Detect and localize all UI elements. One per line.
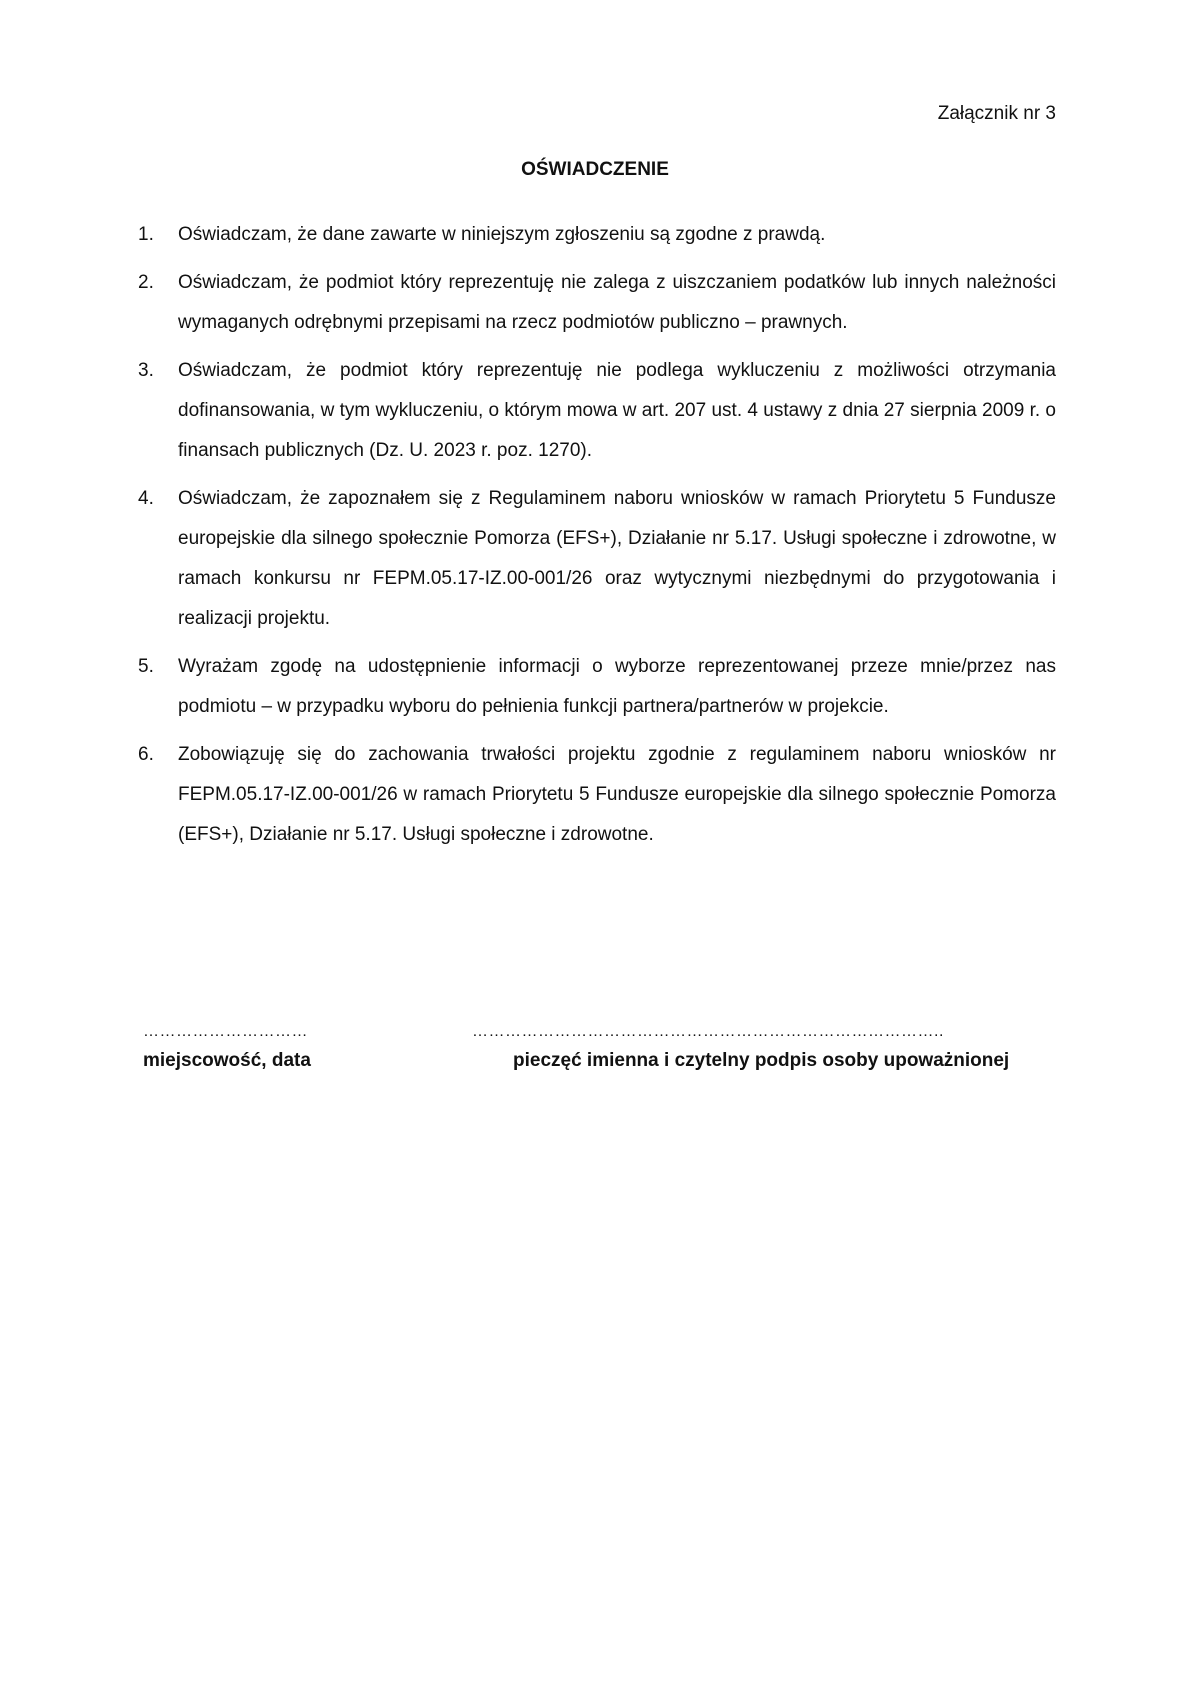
- statement-item: [138, 215, 1056, 255]
- statement-text: Oświadczam, że zapoznałem się z Regulaminem naboru wniosków w ramach Priorytetu 5 Fundusze europejskie dla silnego społecznie Pomorza (EFS+), Działanie nr 5.17. Usługi społeczne i zdrowotne, w ramach konkursu nr FEPM.05.17-IZ.00-001/26 oraz wytycznymi niezbędnymi do przygotowania i realizacji projektu.: [178, 488, 1056, 629]
- document-title: OŚWIADCZENIE: [521, 159, 669, 180]
- statements-list: [138, 215, 1056, 863]
- signature-label: pieczęć imienna i czytelny podpis osoby upoważnionej: [513, 1050, 1010, 1071]
- statement-item: [138, 351, 1056, 471]
- statement-number: 4.: [138, 488, 154, 509]
- statement-number: 1.: [138, 224, 154, 245]
- statement-number: 6.: [138, 744, 154, 765]
- statement-item: [138, 263, 1056, 343]
- statement-item: [138, 647, 1056, 727]
- statement-text: Zobowiązuję się do zachowania trwałości projektu zgodnie z regulaminem naboru wniosków nr FEPM.05.17-IZ.00-001/26 w ramach Priorytetu 5 Fundusze europejskie dla silnego społecznie Pomorza (EFS+), Działanie nr 5.17. Usługi społeczne i zdrowotne.: [178, 744, 1056, 845]
- statement-number: 5.: [138, 656, 154, 677]
- statement-number: 2.: [138, 272, 154, 293]
- statement-number: 3.: [138, 360, 154, 381]
- place-date-line: …………………………: [143, 1023, 308, 1040]
- attachment-label: Załącznik nr 3: [937, 103, 1056, 124]
- statement-text: Oświadczam, że podmiot który reprezentuję nie podlega wykluczeniu z możliwości otrzymania dofinansowania, w tym wykluczeniu, o którym mowa w art. 207 ust. 4 ustawy z dnia 27 sierpnia 2009 r. o finansach publicznych (Dz. U. 2023 r. poz. 1270).: [178, 360, 1056, 461]
- place-date-label: miejscowość, data: [143, 1050, 311, 1071]
- statement-text: Oświadczam, że podmiot który reprezentuję nie zalega z uiszczaniem podatków lub innych należności wymaganych odrębnymi przepisami na rzecz podmiotów publiczno – prawnych.: [178, 272, 1056, 333]
- statement-text: Wyrażam zgodę na udostępnienie informacji o wyborze reprezentowanej przeze mnie/przez nas podmiotu – w przypadku wyboru do pełnienia funkcji partnera/partnerów w projekcie.: [178, 656, 1056, 717]
- statement-text: Oświadczam, że dane zawarte w niniejszym zgłoszeniu są zgodne z prawdą.: [178, 224, 826, 245]
- statement-item: [138, 479, 1056, 639]
- signature-line: …………………………………………………………………………..: [472, 1023, 944, 1040]
- statement-item: [138, 735, 1056, 855]
